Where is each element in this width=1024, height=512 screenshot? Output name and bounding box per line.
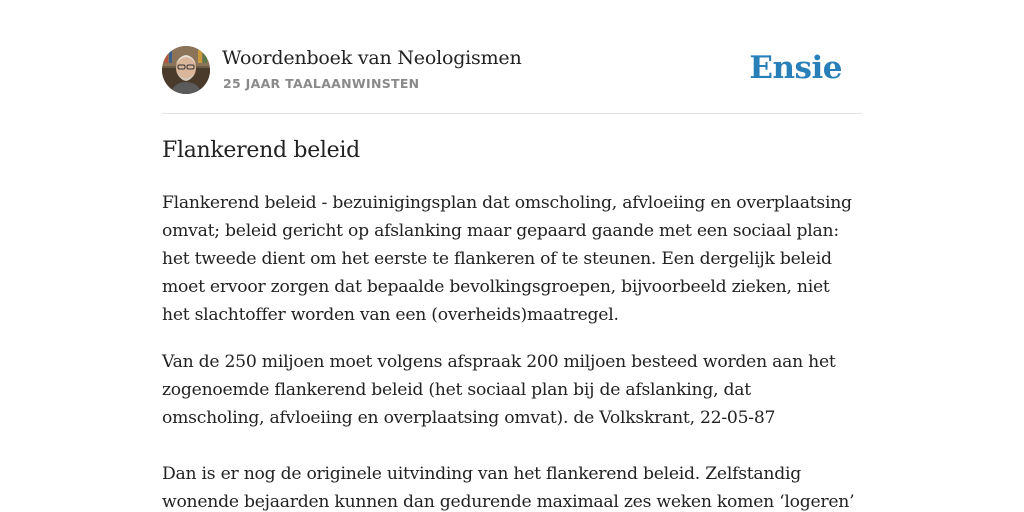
extra-line: wonende bejaarden kunnen dan gedurende maximaal zes weken komen ‘logeren’ [162, 492, 855, 512]
brand-title[interactable]: Woordenboek van Neologismen [222, 47, 522, 69]
definition-paragraph [162, 189, 862, 329]
ensie-logo-link[interactable]: Ensie [749, 50, 842, 86]
definition-line: het slachtoffer worden van een (overheids)maatregel. [162, 305, 619, 325]
quote-line: zogenoemde flankerend beleid (het sociaal plan bij de afslanking, dat [162, 380, 751, 400]
extra-line: Dan is er nog de originele uitvinding van het flankerend beleid. Zelfstandig [162, 464, 802, 484]
definition-line: moet ervoor zorgen dat bepaalde bevolkingsgroepen, bijvoorbeeld zieken, niet [162, 277, 830, 297]
extra-paragraph [162, 460, 862, 512]
definition-line: Flankerend beleid - bezuinigingsplan dat omscholing, afvloeiing en overplaatsing [162, 193, 852, 213]
definition-line: het tweede dient om het eerste te flankeren of te steunen. Een dergelijk beleid [162, 249, 832, 269]
definition-line: omvat; beleid gericht op afslanking maar gepaard gaande met een sociaal plan: [162, 221, 839, 241]
entry-title: Flankerend beleid [162, 138, 360, 163]
site-header [162, 46, 862, 96]
header-divider [162, 113, 862, 114]
author-avatar[interactable] [162, 46, 210, 94]
quote-line: omscholing, afvloeiing en overplaatsing omvat). de Volkskrant, 22-05-87 [162, 408, 776, 428]
author-photo-avatar-icon [162, 46, 210, 94]
quote-paragraph [162, 348, 862, 432]
quote-line: Van de 250 miljoen moet volgens afspraak 200 miljoen besteed worden aan het [162, 352, 836, 372]
brand-subtitle: 25 JAAR TAALAANWINSTEN [223, 76, 420, 91]
